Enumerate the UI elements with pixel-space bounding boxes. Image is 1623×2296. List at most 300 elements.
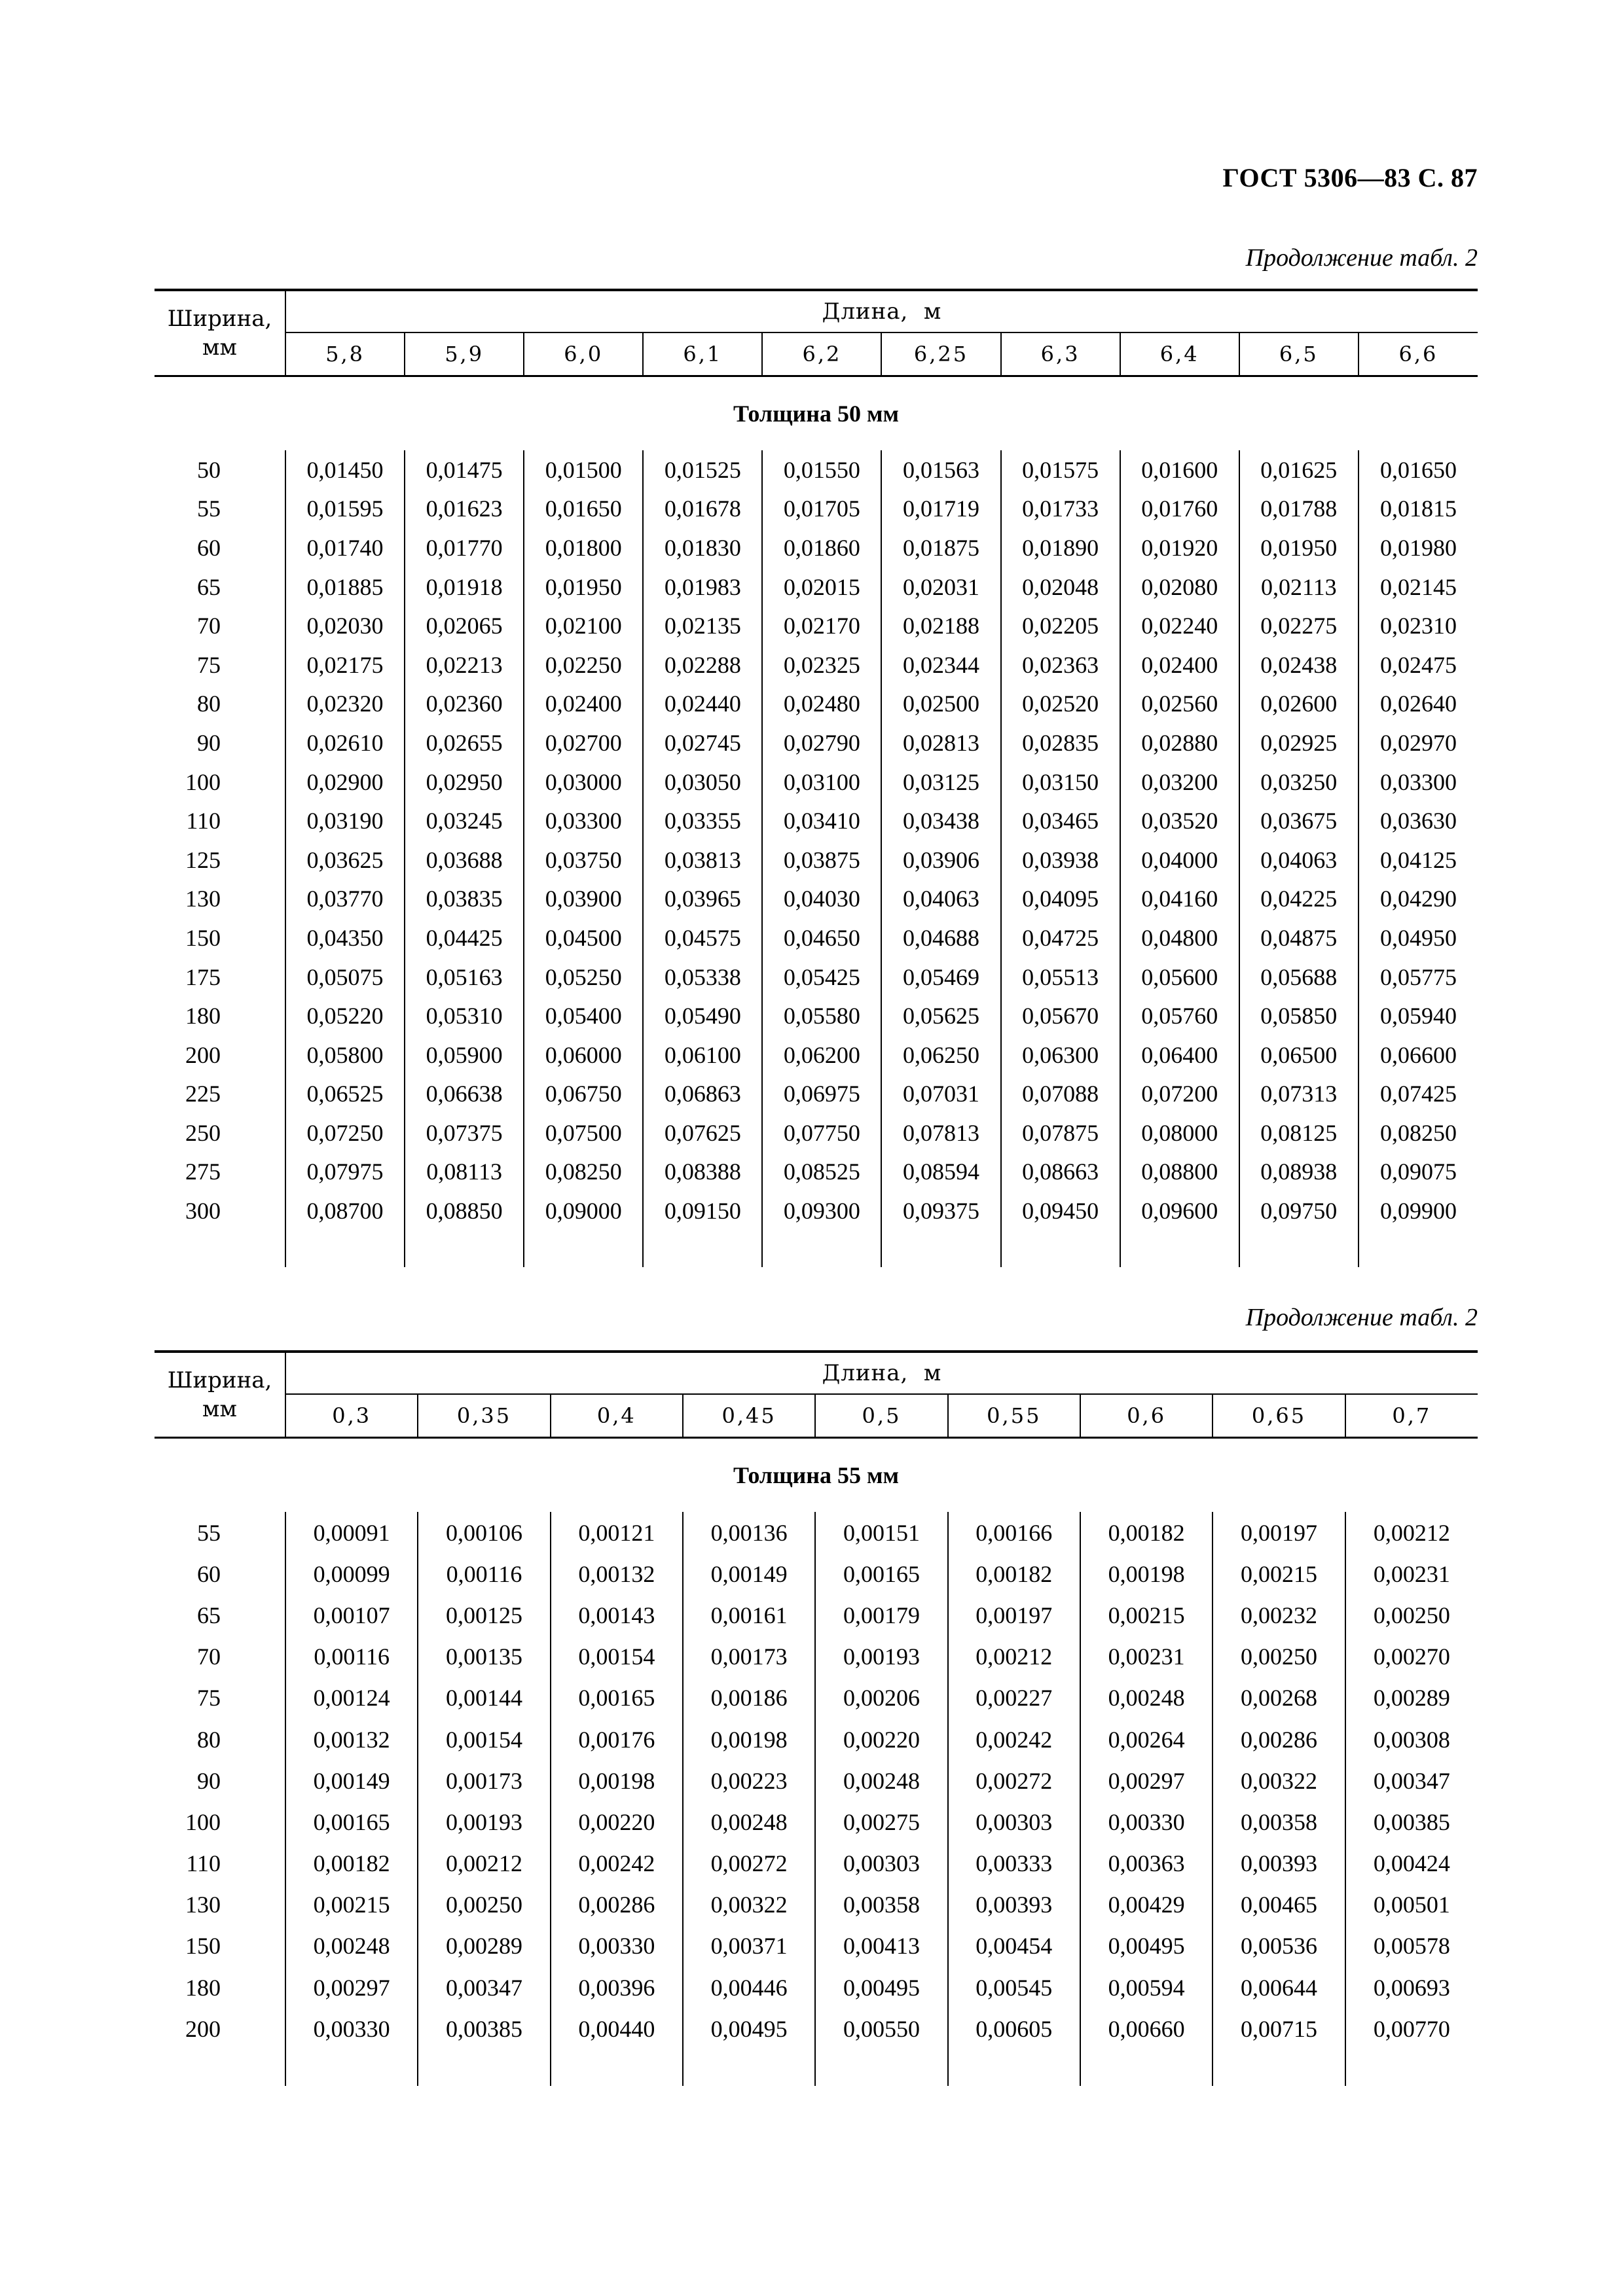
volume-cell: 0,00660 bbox=[1080, 2008, 1213, 2049]
volume-cell: 0,00358 bbox=[815, 1884, 947, 1926]
volume-cell: 0,00465 bbox=[1213, 1884, 1345, 1926]
volume-cell: 0,02135 bbox=[643, 606, 762, 645]
volume-cell: 0,02520 bbox=[1001, 685, 1120, 724]
width-cell: 65 bbox=[197, 573, 221, 600]
length-column-header: 5,9 bbox=[405, 332, 524, 376]
volume-cell: 0,01788 bbox=[1239, 490, 1359, 529]
volume-cell: 0,00501 bbox=[1345, 1884, 1478, 1926]
volume-cell: 0,00206 bbox=[815, 1677, 947, 1719]
length-column-header: 0,55 bbox=[948, 1394, 1080, 1438]
volume-cell: 0,02250 bbox=[524, 645, 643, 685]
table-row bbox=[155, 1801, 1478, 1842]
volume-cell: 0,06250 bbox=[881, 1035, 1000, 1075]
volume-cell: 0,00393 bbox=[948, 1884, 1080, 1926]
table-row bbox=[155, 567, 1478, 607]
volume-cell: 0,08125 bbox=[1239, 1113, 1359, 1153]
volume-cell: 0,05425 bbox=[762, 958, 881, 997]
volume-cell: 0,00250 bbox=[1345, 1594, 1478, 1636]
volume-cell: 0,00495 bbox=[683, 2008, 815, 2049]
volume-cell: 0,05688 bbox=[1239, 958, 1359, 997]
volume-cell: 0,05469 bbox=[881, 958, 1000, 997]
volume-cell: 0,03813 bbox=[643, 840, 762, 880]
volume-cell: 0,09600 bbox=[1120, 1191, 1239, 1230]
volume-cell: 0,02015 bbox=[762, 567, 881, 607]
length-column-header: 0,7 bbox=[1345, 1394, 1478, 1438]
volume-cell: 0,00495 bbox=[815, 1967, 947, 2008]
volume-cell: 0,06500 bbox=[1239, 1035, 1359, 1075]
volume-cell: 0,00495 bbox=[1080, 1926, 1213, 1967]
volume-cell: 0,02925 bbox=[1239, 723, 1359, 762]
volume-cell: 0,06863 bbox=[643, 1075, 762, 1114]
volume-cell: 0,07813 bbox=[881, 1113, 1000, 1153]
volume-cell: 0,03300 bbox=[1359, 762, 1478, 802]
volume-cell: 0,02400 bbox=[524, 685, 643, 724]
volume-cell: 0,00330 bbox=[551, 1926, 683, 1967]
volume-cell: 0,00215 bbox=[1080, 1594, 1213, 1636]
volume-cell: 0,03465 bbox=[1001, 801, 1120, 840]
volume-cell: 0,00165 bbox=[551, 1677, 683, 1719]
volume-cell: 0,02438 bbox=[1239, 645, 1359, 685]
volume-cell: 0,02113 bbox=[1239, 567, 1359, 607]
volume-cell: 0,00124 bbox=[285, 1677, 418, 1719]
volume-cell: 0,04125 bbox=[1359, 840, 1478, 880]
volume-cell: 0,01830 bbox=[643, 528, 762, 567]
volume-cell: 0,01800 bbox=[524, 528, 643, 567]
volume-cell: 0,07088 bbox=[1001, 1075, 1120, 1114]
table-row bbox=[155, 1719, 1478, 1760]
volume-cell: 0,00594 bbox=[1080, 1967, 1213, 2008]
volume-cell: 0,00182 bbox=[285, 1843, 418, 1884]
volume-cell: 0,00297 bbox=[285, 1967, 418, 2008]
volume-cell: 0,03190 bbox=[285, 801, 405, 840]
table-row bbox=[155, 880, 1478, 919]
table-row bbox=[155, 840, 1478, 880]
volume-cell: 0,02400 bbox=[1120, 645, 1239, 685]
table-row bbox=[155, 1191, 1478, 1230]
volume-cell: 0,00347 bbox=[1345, 1760, 1478, 1801]
length-column-header: 6,25 bbox=[881, 332, 1000, 376]
volume-cell: 0,00268 bbox=[1213, 1677, 1345, 1719]
volume-cell: 0,00393 bbox=[1213, 1843, 1345, 1884]
volume-cell: 0,04688 bbox=[881, 918, 1000, 958]
volume-cell: 0,07313 bbox=[1239, 1075, 1359, 1114]
volume-cell: 0,05490 bbox=[643, 996, 762, 1035]
volume-cell: 0,00371 bbox=[683, 1926, 815, 1967]
volume-cell: 0,05513 bbox=[1001, 958, 1120, 997]
volume-cell: 0,03875 bbox=[762, 840, 881, 880]
volume-cell: 0,02065 bbox=[405, 606, 524, 645]
width-cell: 125 bbox=[185, 846, 221, 873]
width-cell: 175 bbox=[185, 963, 221, 990]
volume-cell: 0,08663 bbox=[1001, 1153, 1120, 1192]
volume-cell: 0,00248 bbox=[1080, 1677, 1213, 1719]
width-cell: 225 bbox=[185, 1081, 221, 1107]
volume-cell: 0,02175 bbox=[285, 645, 405, 685]
volume-cell: 0,09750 bbox=[1239, 1191, 1359, 1230]
volume-cell: 0,01760 bbox=[1120, 490, 1239, 529]
volume-cell: 0,00220 bbox=[815, 1719, 947, 1760]
volume-cell: 0,05940 bbox=[1359, 996, 1478, 1035]
volume-cell: 0,00578 bbox=[1345, 1926, 1478, 1967]
volume-cell: 0,00215 bbox=[1213, 1553, 1345, 1594]
volume-cell: 0,05600 bbox=[1120, 958, 1239, 997]
volume-cell: 0,00193 bbox=[815, 1636, 947, 1677]
table-row bbox=[155, 1926, 1478, 1967]
width-cell: 75 bbox=[197, 1685, 221, 1712]
volume-cell: 0,02048 bbox=[1001, 567, 1120, 607]
width-cell: 60 bbox=[197, 1560, 221, 1587]
volume-cell: 0,00385 bbox=[418, 2008, 550, 2049]
page-header: ГОСТ 5306—83 С. 87 bbox=[1222, 163, 1478, 192]
volume-cell: 0,02320 bbox=[285, 685, 405, 724]
volume-cell: 0,01950 bbox=[524, 567, 643, 607]
volume-cell: 0,08700 bbox=[285, 1191, 405, 1230]
volume-cell: 0,05850 bbox=[1239, 996, 1359, 1035]
volume-cell: 0,02480 bbox=[762, 685, 881, 724]
width-cell: 130 bbox=[185, 886, 221, 912]
volume-cell: 0,00242 bbox=[948, 1719, 1080, 1760]
volume-cell: 0,05580 bbox=[762, 996, 881, 1035]
table-row bbox=[155, 1967, 1478, 2008]
length-column-header: 6,2 bbox=[762, 332, 881, 376]
volume-cell: 0,00161 bbox=[683, 1594, 815, 1636]
length-column-header: 0,5 bbox=[815, 1394, 947, 1438]
volume-cell: 0,00212 bbox=[418, 1843, 550, 1884]
volume-cell: 0,08250 bbox=[524, 1153, 643, 1192]
width-cell: 200 bbox=[185, 1041, 221, 1068]
volume-cell: 0,01950 bbox=[1239, 528, 1359, 567]
volume-cell: 0,00220 bbox=[551, 1801, 683, 1842]
volume-cell: 0,00135 bbox=[418, 1636, 550, 1677]
width-cell: 110 bbox=[186, 1850, 221, 1877]
volume-cell: 0,08000 bbox=[1120, 1113, 1239, 1153]
volume-cell: 0,01650 bbox=[1359, 450, 1478, 490]
volume-cell: 0,03520 bbox=[1120, 801, 1239, 840]
volume-cell: 0,06638 bbox=[405, 1075, 524, 1114]
volume-cell: 0,03630 bbox=[1359, 801, 1478, 840]
volume-cell: 0,01563 bbox=[881, 450, 1000, 490]
volume-cell: 0,02600 bbox=[1239, 685, 1359, 724]
table-row bbox=[155, 1594, 1478, 1636]
volume-cell: 0,03100 bbox=[762, 762, 881, 802]
volume-cell: 0,08594 bbox=[881, 1153, 1000, 1192]
volume-cell: 0,00248 bbox=[683, 1801, 815, 1842]
width-cell: 90 bbox=[197, 729, 221, 756]
length-header: Длина, м bbox=[285, 1352, 1478, 1394]
volume-cell: 0,03410 bbox=[762, 801, 881, 840]
volume-cell: 0,04950 bbox=[1359, 918, 1478, 958]
volume-cell: 0,02310 bbox=[1359, 606, 1478, 645]
volume-cell: 0,02700 bbox=[524, 723, 643, 762]
volume-cell: 0,04875 bbox=[1239, 918, 1359, 958]
volume-cell: 0,03125 bbox=[881, 762, 1000, 802]
volume-cell: 0,00198 bbox=[551, 1760, 683, 1801]
volume-cell: 0,00144 bbox=[418, 1677, 550, 1719]
volume-cell: 0,00136 bbox=[683, 1512, 815, 1553]
volume-cell: 0,06200 bbox=[762, 1035, 881, 1075]
volume-cell: 0,05400 bbox=[524, 996, 643, 1035]
volume-cell: 0,01983 bbox=[643, 567, 762, 607]
volume-cell: 0,04063 bbox=[881, 880, 1000, 919]
length-column-header: 6,3 bbox=[1001, 332, 1120, 376]
volume-cell: 0,01719 bbox=[881, 490, 1000, 529]
length-column-header: 0,4 bbox=[551, 1394, 683, 1438]
volume-cell: 0,00165 bbox=[285, 1801, 418, 1842]
volume-cell: 0,00396 bbox=[551, 1967, 683, 2008]
volume-cell: 0,03300 bbox=[524, 801, 643, 840]
table-row bbox=[155, 450, 1478, 490]
table-row bbox=[155, 1512, 1478, 1553]
volume-cell: 0,07031 bbox=[881, 1075, 1000, 1114]
volume-cell: 0,00330 bbox=[1080, 1801, 1213, 1842]
width-cell: 200 bbox=[185, 2015, 221, 2042]
table-row bbox=[155, 645, 1478, 685]
volume-cell: 0,00286 bbox=[1213, 1719, 1345, 1760]
volume-cell: 0,05800 bbox=[285, 1035, 405, 1075]
width-cell: 80 bbox=[197, 691, 221, 717]
volume-cell: 0,00132 bbox=[285, 1719, 418, 1760]
volume-cell: 0,00198 bbox=[1080, 1553, 1213, 1594]
volume-cell: 0,02363 bbox=[1001, 645, 1120, 685]
width-cell: 300 bbox=[185, 1198, 221, 1225]
table-row bbox=[155, 1760, 1478, 1801]
volume-cell: 0,00358 bbox=[1213, 1801, 1345, 1842]
volume-cell: 0,01475 bbox=[405, 450, 524, 490]
volume-cell: 0,06600 bbox=[1359, 1035, 1478, 1075]
volume-cell: 0,02500 bbox=[881, 685, 1000, 724]
volume-cell: 0,00248 bbox=[815, 1760, 947, 1801]
volume-table bbox=[155, 1350, 1478, 2086]
width-cell: 100 bbox=[185, 768, 221, 795]
length-column-header: 0,3 bbox=[285, 1394, 418, 1438]
volume-cell: 0,07200 bbox=[1120, 1075, 1239, 1114]
volume-cell: 0,04290 bbox=[1359, 880, 1478, 919]
volume-cell: 0,05900 bbox=[405, 1035, 524, 1075]
volume-cell: 0,02970 bbox=[1359, 723, 1478, 762]
volume-cell: 0,01815 bbox=[1359, 490, 1478, 529]
volume-cell: 0,03906 bbox=[881, 840, 1000, 880]
volume-cell: 0,03000 bbox=[524, 762, 643, 802]
volume-cell: 0,04425 bbox=[405, 918, 524, 958]
table-row bbox=[155, 685, 1478, 724]
volume-cell: 0,00197 bbox=[1213, 1512, 1345, 1553]
width-cell: 75 bbox=[197, 651, 221, 678]
volume-cell: 0,02275 bbox=[1239, 606, 1359, 645]
volume-cell: 0,05075 bbox=[285, 958, 405, 997]
volume-cell: 0,00165 bbox=[815, 1553, 947, 1594]
volume-cell: 0,00363 bbox=[1080, 1843, 1213, 1884]
length-column-header: 0,45 bbox=[683, 1394, 815, 1438]
volume-cell: 0,07975 bbox=[285, 1153, 405, 1192]
volume-cell: 0,00248 bbox=[285, 1926, 418, 1967]
width-cell: 70 bbox=[197, 613, 221, 639]
volume-cell: 0,03750 bbox=[524, 840, 643, 880]
continuation-note: Продолжение табл. 2 bbox=[1245, 1304, 1478, 1331]
volume-cell: 0,02100 bbox=[524, 606, 643, 645]
volume-cell: 0,03245 bbox=[405, 801, 524, 840]
volume-cell: 0,07250 bbox=[285, 1113, 405, 1153]
volume-cell: 0,00182 bbox=[1080, 1512, 1213, 1553]
volume-cell: 0,00308 bbox=[1345, 1719, 1478, 1760]
width-cell: 60 bbox=[197, 534, 221, 561]
volume-cell: 0,00121 bbox=[551, 1512, 683, 1553]
volume-cell: 0,00272 bbox=[683, 1843, 815, 1884]
volume-cell: 0,00275 bbox=[815, 1801, 947, 1842]
volume-cell: 0,00429 bbox=[1080, 1884, 1213, 1926]
volume-cell: 0,02344 bbox=[881, 645, 1000, 685]
volume-cell: 0,00303 bbox=[815, 1843, 947, 1884]
volume-cell: 0,00215 bbox=[285, 1884, 418, 1926]
volume-cell: 0,05760 bbox=[1120, 996, 1239, 1035]
volume-cell: 0,00440 bbox=[551, 2008, 683, 2049]
volume-cell: 0,08113 bbox=[405, 1153, 524, 1192]
volume-cell: 0,00212 bbox=[1345, 1512, 1478, 1553]
volume-cell: 0,00272 bbox=[948, 1760, 1080, 1801]
volume-cell: 0,04500 bbox=[524, 918, 643, 958]
volume-cell: 0,01500 bbox=[524, 450, 643, 490]
width-cell: 150 bbox=[185, 1933, 221, 1960]
length-column-header: 0,6 bbox=[1080, 1394, 1213, 1438]
volume-cell: 0,03675 bbox=[1239, 801, 1359, 840]
volume-cell: 0,02288 bbox=[643, 645, 762, 685]
length-column-header: 0,65 bbox=[1213, 1394, 1345, 1438]
volume-cell: 0,00347 bbox=[418, 1967, 550, 2008]
volume-cell: 0,06300 bbox=[1001, 1035, 1120, 1075]
width-cell: 90 bbox=[197, 1767, 221, 1794]
volume-cell: 0,00644 bbox=[1213, 1967, 1345, 2008]
volume-cell: 0,07500 bbox=[524, 1113, 643, 1153]
volume-cell: 0,03050 bbox=[643, 762, 762, 802]
volume-cell: 0,07375 bbox=[405, 1113, 524, 1153]
volume-cell: 0,00303 bbox=[948, 1801, 1080, 1842]
volume-cell: 0,01595 bbox=[285, 490, 405, 529]
volume-cell: 0,02610 bbox=[285, 723, 405, 762]
volume-cell: 0,00545 bbox=[948, 1967, 1080, 2008]
volume-cell: 0,01860 bbox=[762, 528, 881, 567]
volume-cell: 0,09900 bbox=[1359, 1191, 1478, 1230]
volume-cell: 0,00605 bbox=[948, 2008, 1080, 2049]
volume-cell: 0,00182 bbox=[948, 1553, 1080, 1594]
width-cell: 50 bbox=[197, 456, 221, 483]
volume-cell: 0,01885 bbox=[285, 567, 405, 607]
volume-cell: 0,02880 bbox=[1120, 723, 1239, 762]
length-column-header: 6,6 bbox=[1359, 332, 1478, 376]
volume-cell: 0,00270 bbox=[1345, 1636, 1478, 1677]
width-cell: 180 bbox=[185, 1003, 221, 1030]
volume-cell: 0,01550 bbox=[762, 450, 881, 490]
volume-cell: 0,01525 bbox=[643, 450, 762, 490]
volume-cell: 0,00173 bbox=[418, 1760, 550, 1801]
volume-cell: 0,02188 bbox=[881, 606, 1000, 645]
volume-cell: 0,00264 bbox=[1080, 1719, 1213, 1760]
volume-cell: 0,00143 bbox=[551, 1594, 683, 1636]
volume-cell: 0,03965 bbox=[643, 880, 762, 919]
volume-cell: 0,00116 bbox=[285, 1636, 418, 1677]
width-cell: 80 bbox=[197, 1726, 221, 1753]
volume-cell: 0,02655 bbox=[405, 723, 524, 762]
volume-cell: 0,04725 bbox=[1001, 918, 1120, 958]
volume-cell: 0,01623 bbox=[405, 490, 524, 529]
volume-cell: 0,01890 bbox=[1001, 528, 1120, 567]
volume-cell: 0,00166 bbox=[948, 1512, 1080, 1553]
volume-cell: 0,01875 bbox=[881, 528, 1000, 567]
volume-cell: 0,00154 bbox=[418, 1719, 550, 1760]
volume-cell: 0,00242 bbox=[551, 1843, 683, 1884]
volume-cell: 0,09300 bbox=[762, 1191, 881, 1230]
volume-cell: 0,09450 bbox=[1001, 1191, 1120, 1230]
volume-cell: 0,04800 bbox=[1120, 918, 1239, 958]
volume-cell: 0,00231 bbox=[1080, 1636, 1213, 1677]
width-cell: 55 bbox=[197, 495, 221, 522]
volume-cell: 0,00099 bbox=[285, 1553, 418, 1594]
volume-cell: 0,04095 bbox=[1001, 880, 1120, 919]
volume-cell: 0,02835 bbox=[1001, 723, 1120, 762]
volume-cell: 0,00297 bbox=[1080, 1760, 1213, 1801]
volume-cell: 0,00322 bbox=[683, 1884, 815, 1926]
length-column-header: 5,8 bbox=[285, 332, 405, 376]
volume-cell: 0,02440 bbox=[643, 685, 762, 724]
volume-cell: 0,01705 bbox=[762, 490, 881, 529]
volume-cell: 0,01575 bbox=[1001, 450, 1120, 490]
volume-cell: 0,02170 bbox=[762, 606, 881, 645]
volume-cell: 0,04000 bbox=[1120, 840, 1239, 880]
volume-cell: 0,00212 bbox=[948, 1636, 1080, 1677]
volume-cell: 0,00550 bbox=[815, 2008, 947, 2049]
volume-cell: 0,00198 bbox=[683, 1719, 815, 1760]
length-column-header: 6,4 bbox=[1120, 332, 1239, 376]
table-row bbox=[155, 801, 1478, 840]
volume-cell: 0,02213 bbox=[405, 645, 524, 685]
volume-cell: 0,07750 bbox=[762, 1113, 881, 1153]
volume-cell: 0,00536 bbox=[1213, 1926, 1345, 1967]
volume-cell: 0,00424 bbox=[1345, 1843, 1478, 1884]
length-header: Длина, м bbox=[285, 290, 1478, 332]
volume-cell: 0,08388 bbox=[643, 1153, 762, 1192]
volume-cell: 0,02640 bbox=[1359, 685, 1478, 724]
volume-cell: 0,07625 bbox=[643, 1113, 762, 1153]
volume-cell: 0,00149 bbox=[683, 1553, 815, 1594]
volume-cell: 0,02080 bbox=[1120, 567, 1239, 607]
volume-cell: 0,05670 bbox=[1001, 996, 1120, 1035]
table-row bbox=[155, 1035, 1478, 1075]
volume-cell: 0,01450 bbox=[285, 450, 405, 490]
volume-cell: 0,01918 bbox=[405, 567, 524, 607]
volume-cell: 0,02240 bbox=[1120, 606, 1239, 645]
volume-cell: 0,00231 bbox=[1345, 1553, 1478, 1594]
volume-cell: 0,00286 bbox=[551, 1884, 683, 1926]
volume-cell: 0,05775 bbox=[1359, 958, 1478, 997]
volume-cell: 0,03438 bbox=[881, 801, 1000, 840]
volume-cell: 0,03250 bbox=[1239, 762, 1359, 802]
table-row bbox=[155, 996, 1478, 1035]
volume-cell: 0,03150 bbox=[1001, 762, 1120, 802]
volume-cell: 0,06975 bbox=[762, 1075, 881, 1114]
width-cell: 130 bbox=[185, 1892, 221, 1918]
volume-cell: 0,00132 bbox=[551, 1553, 683, 1594]
table-row bbox=[155, 1553, 1478, 1594]
volume-cell: 0,00186 bbox=[683, 1677, 815, 1719]
volume-cell: 0,02205 bbox=[1001, 606, 1120, 645]
volume-cell: 0,02030 bbox=[285, 606, 405, 645]
volume-cell: 0,00232 bbox=[1213, 1594, 1345, 1636]
table-row bbox=[155, 918, 1478, 958]
volume-cell: 0,08938 bbox=[1239, 1153, 1359, 1192]
volume-cell: 0,03688 bbox=[405, 840, 524, 880]
volume-cell: 0,01600 bbox=[1120, 450, 1239, 490]
volume-cell: 0,01625 bbox=[1239, 450, 1359, 490]
volume-cell: 0,04160 bbox=[1120, 880, 1239, 919]
width-cell: 70 bbox=[197, 1643, 221, 1670]
